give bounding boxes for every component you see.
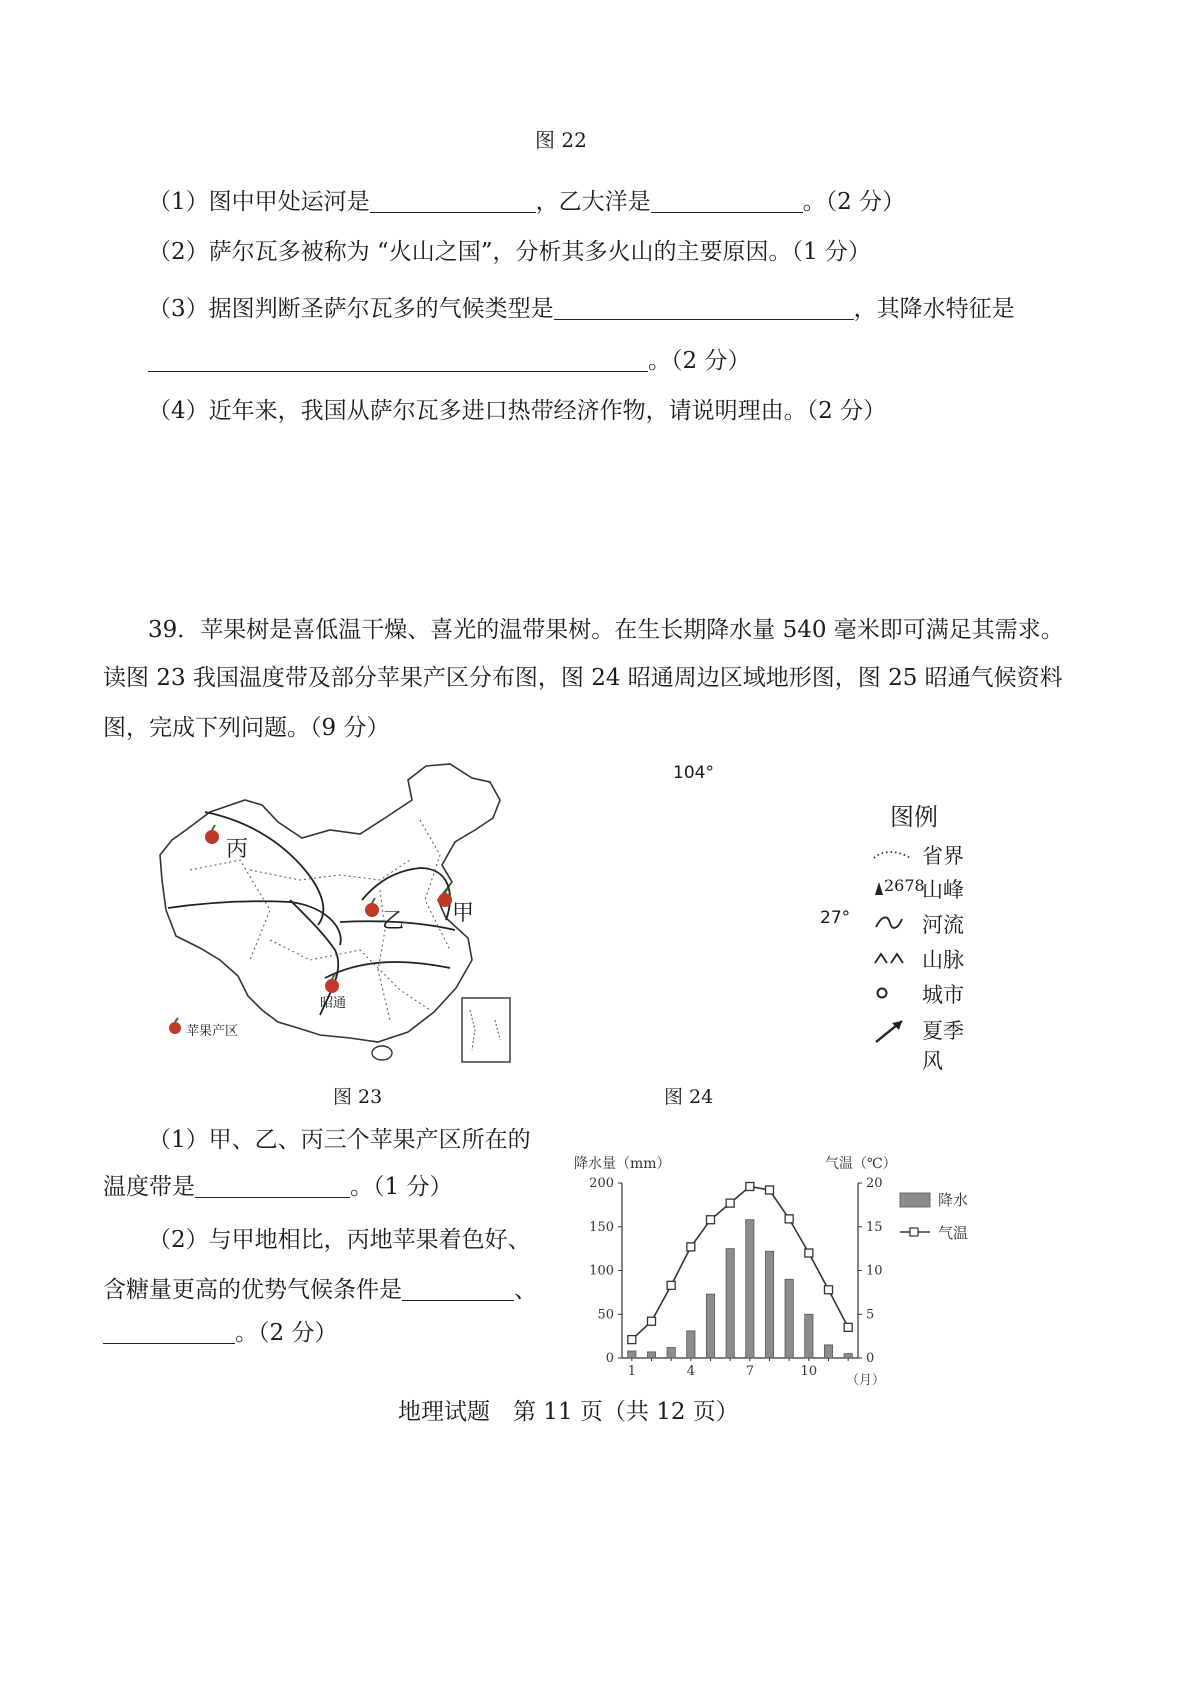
x-tick-label: 4 [686, 1364, 695, 1379]
precipitation-bar [746, 1220, 754, 1358]
legend-precip-label: 降水 [938, 1191, 969, 1209]
legend-monsoon-label: 夏季风 [922, 1019, 964, 1073]
climate-chart-svg [570, 1148, 990, 1388]
province-boundary [250, 860, 410, 880]
legend-peak-label: 山峰 [922, 878, 964, 902]
latitude-label: 27° [820, 908, 851, 928]
legend-mountain-row [870, 944, 980, 972]
x-unit-label: （月） [846, 1373, 886, 1388]
q39-sub2-line3 [103, 1318, 337, 1348]
province-boundary [190, 860, 270, 960]
legend-monsoon-row [870, 1013, 980, 1073]
q38-sub1-text-a: （1）图中甲处运河是 [148, 189, 370, 215]
peak-icon [874, 880, 884, 896]
legend-mountain-label: 山脉 [922, 948, 964, 972]
precipitation-bar [687, 1331, 695, 1358]
figure-24-caption: 图 24 [664, 1086, 714, 1108]
climate-advantage-blank-2[interactable] [103, 1321, 235, 1344]
legend-province-row [870, 840, 980, 868]
q38-sub3-text-c: 。（2 分） [648, 348, 751, 374]
label-bing: 丙 [226, 837, 249, 862]
label-zhaotong: 昭通 [320, 996, 347, 1011]
legend-peak-row [870, 874, 980, 902]
legend-temp-label: 气温 [938, 1224, 969, 1242]
q39-stem-line3: 图，完成下列问题。（9 分） [103, 715, 390, 741]
longitude-label: 104° [673, 763, 714, 783]
legend-apple-area: 苹果产区 [186, 1024, 239, 1039]
label-yi: 乙 [382, 909, 405, 934]
river-icon [874, 913, 904, 933]
q38-sub1-text-b: ，乙大洋是 [535, 189, 651, 215]
precipitation-bar [765, 1251, 773, 1358]
apple-icon-bing [205, 825, 219, 844]
q39-sub1-text-c: 。（1 分） [350, 1174, 453, 1200]
precipitation-bar [667, 1348, 675, 1359]
precipitation-bar [647, 1352, 655, 1358]
temperature-point [707, 1216, 715, 1224]
south-china-sea-inset [462, 998, 510, 1062]
temperature-point [667, 1281, 675, 1289]
x-tick-label: 1 [627, 1364, 636, 1379]
legend-temp-marker [910, 1228, 918, 1236]
climate-advantage-blank-1[interactable] [402, 1278, 514, 1301]
q39-sub2-line2 [103, 1275, 537, 1305]
temperature-point [746, 1183, 754, 1191]
canal-answer-blank[interactable] [370, 190, 536, 213]
q38-sub3-text-a: （3）据图判断圣萨尔瓦多的气候类型是 [148, 296, 554, 322]
apple-icon-yi [365, 898, 379, 917]
province-boundary [420, 820, 450, 950]
left-tick-label: 0 [605, 1351, 614, 1366]
left-tick-label: 200 [589, 1176, 614, 1191]
x-tick-label: 7 [745, 1364, 754, 1379]
province-boundary [270, 940, 430, 1010]
q38-sub4: （4）近年来，我国从萨尔瓦多进口热带经济作物，请说明理由。（2 分） [148, 398, 887, 424]
temperature-zone-answer-blank[interactable] [195, 1175, 350, 1198]
precipitation-bar [844, 1354, 852, 1358]
right-tick-label: 15 [866, 1219, 883, 1235]
precipitation-bar [726, 1249, 734, 1358]
left-axis-title: 降水量（mm） [574, 1156, 671, 1172]
right-tick-label: 5 [866, 1307, 875, 1323]
q39-sub2-text-d: 。（2 分） [235, 1320, 338, 1346]
left-tick-label: 50 [597, 1307, 614, 1323]
figure-23-map [150, 760, 515, 1065]
right-tick-label: 20 [866, 1176, 883, 1191]
temperature-point [648, 1317, 656, 1325]
temperature-point [687, 1243, 695, 1251]
q39-sub2-line1: （2）与甲地相比，丙地苹果着色好、 [148, 1227, 531, 1253]
q39-sub2-text-c: 、 [514, 1277, 537, 1303]
legend-precip-swatch [900, 1193, 930, 1207]
right-tick-label: 0 [866, 1351, 875, 1366]
x-tick-label: 10 [800, 1364, 818, 1379]
hainan-island [372, 1046, 392, 1060]
q39-sub1-line1: （1）甲、乙、丙三个苹果产区所在的 [148, 1127, 531, 1153]
temperature-point [766, 1186, 774, 1194]
summer-monsoon-arrow-icon [872, 1015, 908, 1045]
figure-23-caption: 图 23 [333, 1086, 383, 1108]
page-footer: 地理试题 第 11 页（共 12 页） [398, 1399, 739, 1425]
figure-22-caption: 图 22 [535, 128, 587, 152]
province-boundary-icon [872, 844, 912, 864]
q39-stem-line1: 39．苹果树是喜低温干燥、喜光的温带果树。在生长期降水量 540 毫米即可满足其需求。 [148, 617, 1064, 643]
temperature-line [632, 1187, 848, 1340]
temperature-point [805, 1249, 813, 1257]
belt-boundary-north [205, 812, 323, 925]
q38-sub1-text-c: 。（2 分） [802, 189, 906, 215]
q38-sub2: （2）萨尔瓦多被称为 “火山之国”，分析其多火山的主要原因。（1 分） [148, 239, 871, 265]
city-icon [874, 984, 894, 1004]
q38-sub1 [148, 187, 905, 217]
q38-sub3 [148, 294, 1015, 324]
climate-chart [570, 1148, 990, 1388]
legend-peak-elevation: 2678 [884, 876, 925, 895]
temperature-point [844, 1323, 852, 1331]
right-axis-title: 气温（℃） [825, 1156, 897, 1172]
q39-sub1-text-b: 温度带是 [103, 1174, 195, 1200]
legend-city-row [870, 979, 980, 1007]
belt-boundary-west [168, 901, 341, 945]
precipitation-bar [805, 1314, 813, 1358]
precipitation-bar [824, 1345, 832, 1358]
label-jia: 甲 [452, 901, 475, 926]
mountain-range-icon [872, 948, 908, 968]
belt-boundary-south [325, 962, 450, 978]
q39-sub2-text-b: 含糖量更高的优势气候条件是 [103, 1277, 402, 1303]
precipitation-bar [706, 1294, 714, 1358]
temperature-point [726, 1199, 734, 1207]
temperature-point [628, 1336, 636, 1344]
legend-river-label: 河流 [922, 913, 964, 937]
right-tick-label: 10 [866, 1263, 883, 1279]
legend-river-row [870, 909, 980, 937]
ocean-answer-blank[interactable] [651, 190, 803, 213]
climate-type-answer-blank[interactable] [554, 297, 854, 320]
q38-sub3-text-b: ，其降水特征是 [853, 296, 1015, 322]
apple-icon-legend [169, 1018, 181, 1034]
precipitation-bar [785, 1279, 793, 1358]
q39-stem-line2: 读图 23 我国温度带及部分苹果产区分布图，图 24 昭通周边区域地形图，图 25 昭通气候资料 [103, 665, 1063, 691]
left-tick-label: 100 [589, 1263, 614, 1279]
precipitation-answer-blank[interactable] [148, 349, 648, 372]
left-tick-label: 150 [589, 1219, 614, 1235]
legend-city-label: 城市 [922, 983, 964, 1007]
legend-province-label: 省界 [922, 844, 964, 868]
q38-sub3-cont [148, 346, 750, 376]
legend-title: 图例 [890, 803, 938, 831]
temperature-point [825, 1286, 833, 1294]
precipitation-bar [628, 1351, 636, 1358]
temperature-point [785, 1215, 793, 1223]
q39-sub1-line2 [103, 1172, 452, 1202]
